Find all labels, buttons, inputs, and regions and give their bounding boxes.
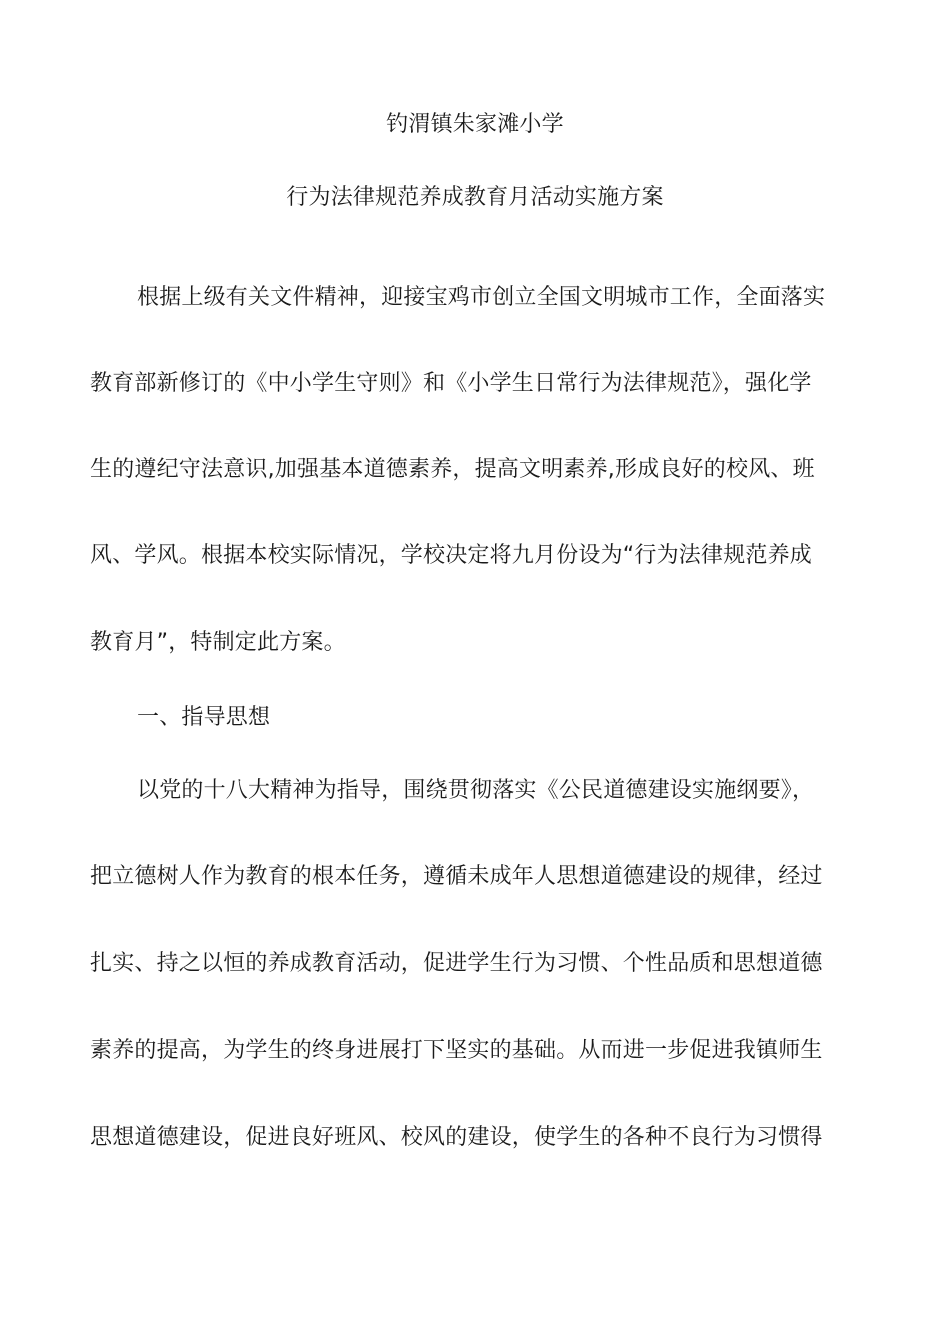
school-name: 钓渭镇朱家滩小学 xyxy=(386,112,564,137)
paragraph-line: 以党的十八大精神为指导，围绕贯彻落实《公民道德建设实施纲要》， xyxy=(137,778,815,803)
paragraph-line: 把立德树人作为教育的根本任务，遵循未成年人思想道德建设的规律，经过 xyxy=(90,864,823,889)
paragraph-line: 生的遵纪守法意识,加强基本道德素养，提高文明素养,形成良好的校风、班 xyxy=(90,457,815,482)
paragraph-line: 根据上级有关文件精神，迎接宝鸡市创立全国文明城市工作，全面落实 xyxy=(137,285,826,310)
paragraph-line: 教育月”，特制定此方案。 xyxy=(90,630,346,655)
paragraph-line: 思想道德建设，促进良好班风、校风的建设，使学生的各种不良行为习惯得 xyxy=(90,1125,823,1150)
paragraph-line: 风、学风。根据本校实际情况，学校决定将九月份设为“行为法律规范养成 xyxy=(90,543,812,568)
plan-title: 行为法律规范养成教育月活动实施方案 xyxy=(286,185,664,210)
paragraph-line: 扎实、持之以恒的养成教育活动，促进学生行为习惯、个性品质和思想道德 xyxy=(90,951,823,976)
paragraph-line: 素养的提高，为学生的终身进展打下坚实的基础。从而进一步促进我镇师生 xyxy=(90,1038,823,1063)
section-heading: 一、指导思想 xyxy=(137,705,271,730)
paragraph-line: 教育部新修订的《中小学生守则》和《小学生日常行为法律规范》，强化学 xyxy=(90,371,812,396)
